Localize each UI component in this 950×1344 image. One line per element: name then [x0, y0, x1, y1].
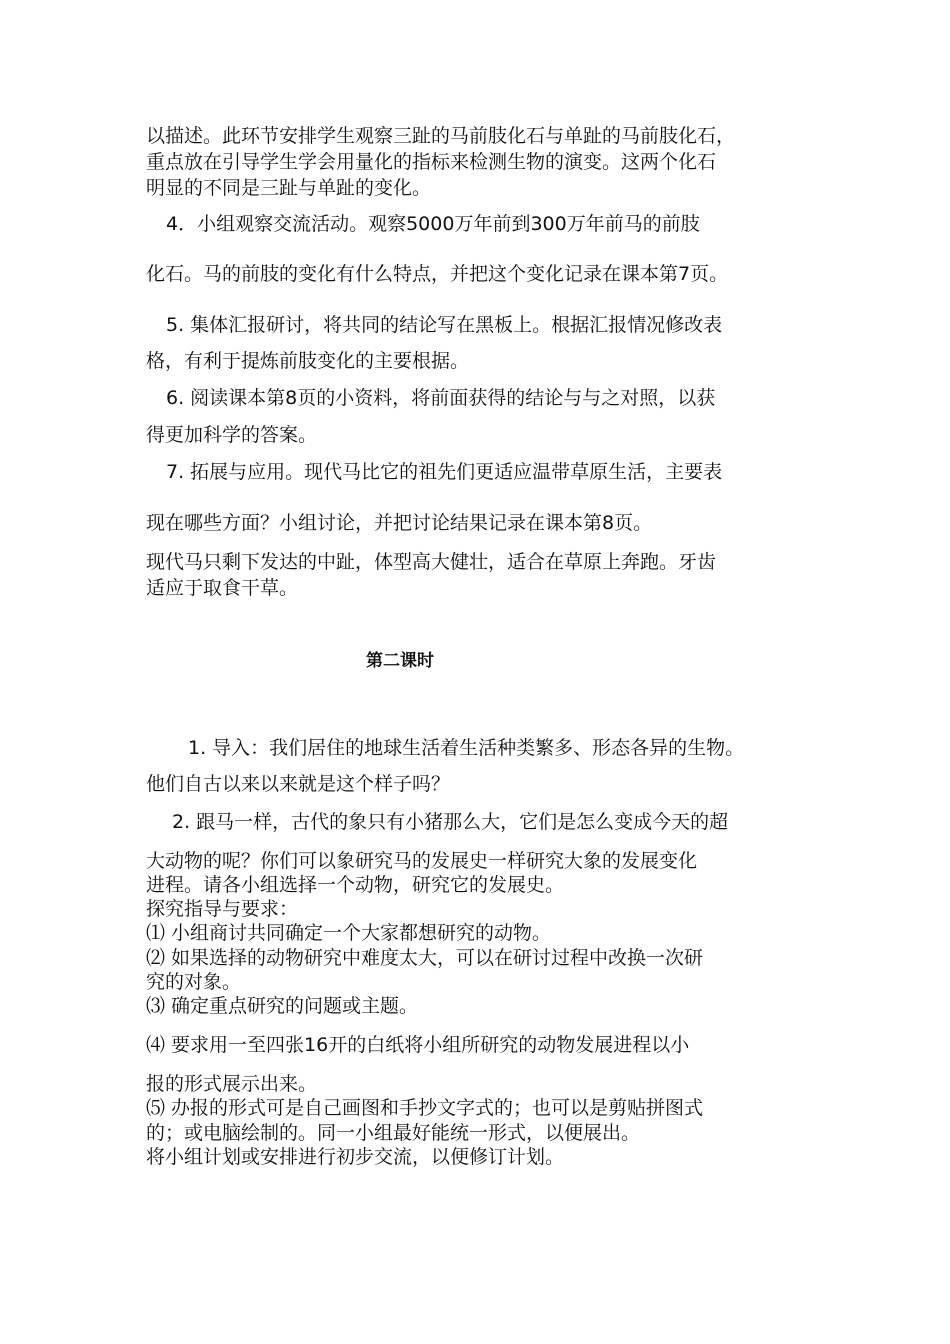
text-line: 6. 阅读课本第8页的小资料，将前面获得的结论与与之对照，以获 — [166, 387, 716, 409]
text-line: 适应于取食干草。 — [146, 577, 299, 599]
text-line: 化石。马的前肢的变化有什么特点，并把这个变化记录在课本第7页。 — [146, 263, 729, 285]
text-line: 格，有利于提炼前肢变化的主要根据。 — [146, 350, 470, 372]
text-line: 现代马只剩下发达的中趾，体型高大健壮，适合在草原上奔跑。牙齿 — [146, 551, 717, 573]
text-line: 将小组计划或安排进行初步交流，以便修订计划。 — [146, 1146, 565, 1168]
text-line: 1. 导入：我们居住的地球生活着生活种类繁多、形态各异的生物。 — [188, 737, 745, 759]
text-line: 4．小组观察交流活动。观察5000万年前到300万年前马的前肢 — [166, 213, 700, 235]
text-line: 进程。请各小组选择一个动物，研究它的发展史。 — [146, 874, 565, 896]
text-line: 的；或电脑绘制的。同一小组最好能统一形式，以便展出。 — [146, 1122, 641, 1144]
section-heading: 第二课时 — [366, 651, 434, 671]
text-line: 得更加科学的答案。 — [146, 424, 318, 446]
text-line: 以描述。此环节安排学生观察三趾的马前肢化石与单趾的马前肢化石， — [146, 125, 736, 147]
text-line: 大动物的呢？你们可以象研究马的发展史一样研究大象的发展变化 — [146, 850, 698, 872]
text-line: ⑷ 要求用一至四张16开的白纸将小组所研究的动物发展进程以小 — [146, 1034, 690, 1056]
text-line: ⑸ 办报的形式可是自己画图和手抄文字式的；也可以是剪贴拼图式 — [146, 1097, 704, 1119]
text-line: ⑵ 如果选择的动物研究中难度太大，可以在研讨过程中改换一次研 — [146, 947, 704, 969]
text-line: 报的形式展示出来。 — [146, 1073, 318, 1095]
text-line: 明显的不同是三趾与单趾的变化。 — [146, 177, 432, 199]
text-line: 2. 跟马一样，古代的象只有小猪那么大，它们是怎么变成今天的超 — [172, 811, 729, 833]
text-line: 现在哪些方面？小组讨论，并把讨论结果记录在课本第8页。 — [146, 512, 653, 534]
text-line: 5. 集体汇报研讨，将共同的结论写在黑板上。根据汇报情况修改表 — [166, 314, 723, 336]
text-line: ⑴ 小组商讨共同确定一个大家都想研究的动物。 — [146, 922, 552, 944]
text-line: ⑶ 确定重点研究的问题或主题。 — [146, 995, 419, 1017]
text-line: 究的对象。 — [146, 971, 242, 993]
text-line: 7. 拓展与应用。现代马比它的祖先们更适应温带草原生活，主要表 — [166, 461, 723, 483]
text-line: 他们自古以来以来就是这个样子吗？ — [146, 773, 451, 795]
text-line: 重点放在引导学生学会用量化的指标来检测生物的演变。这两个化石 — [146, 151, 717, 173]
text-line: 探究指导与要求： — [146, 898, 299, 920]
